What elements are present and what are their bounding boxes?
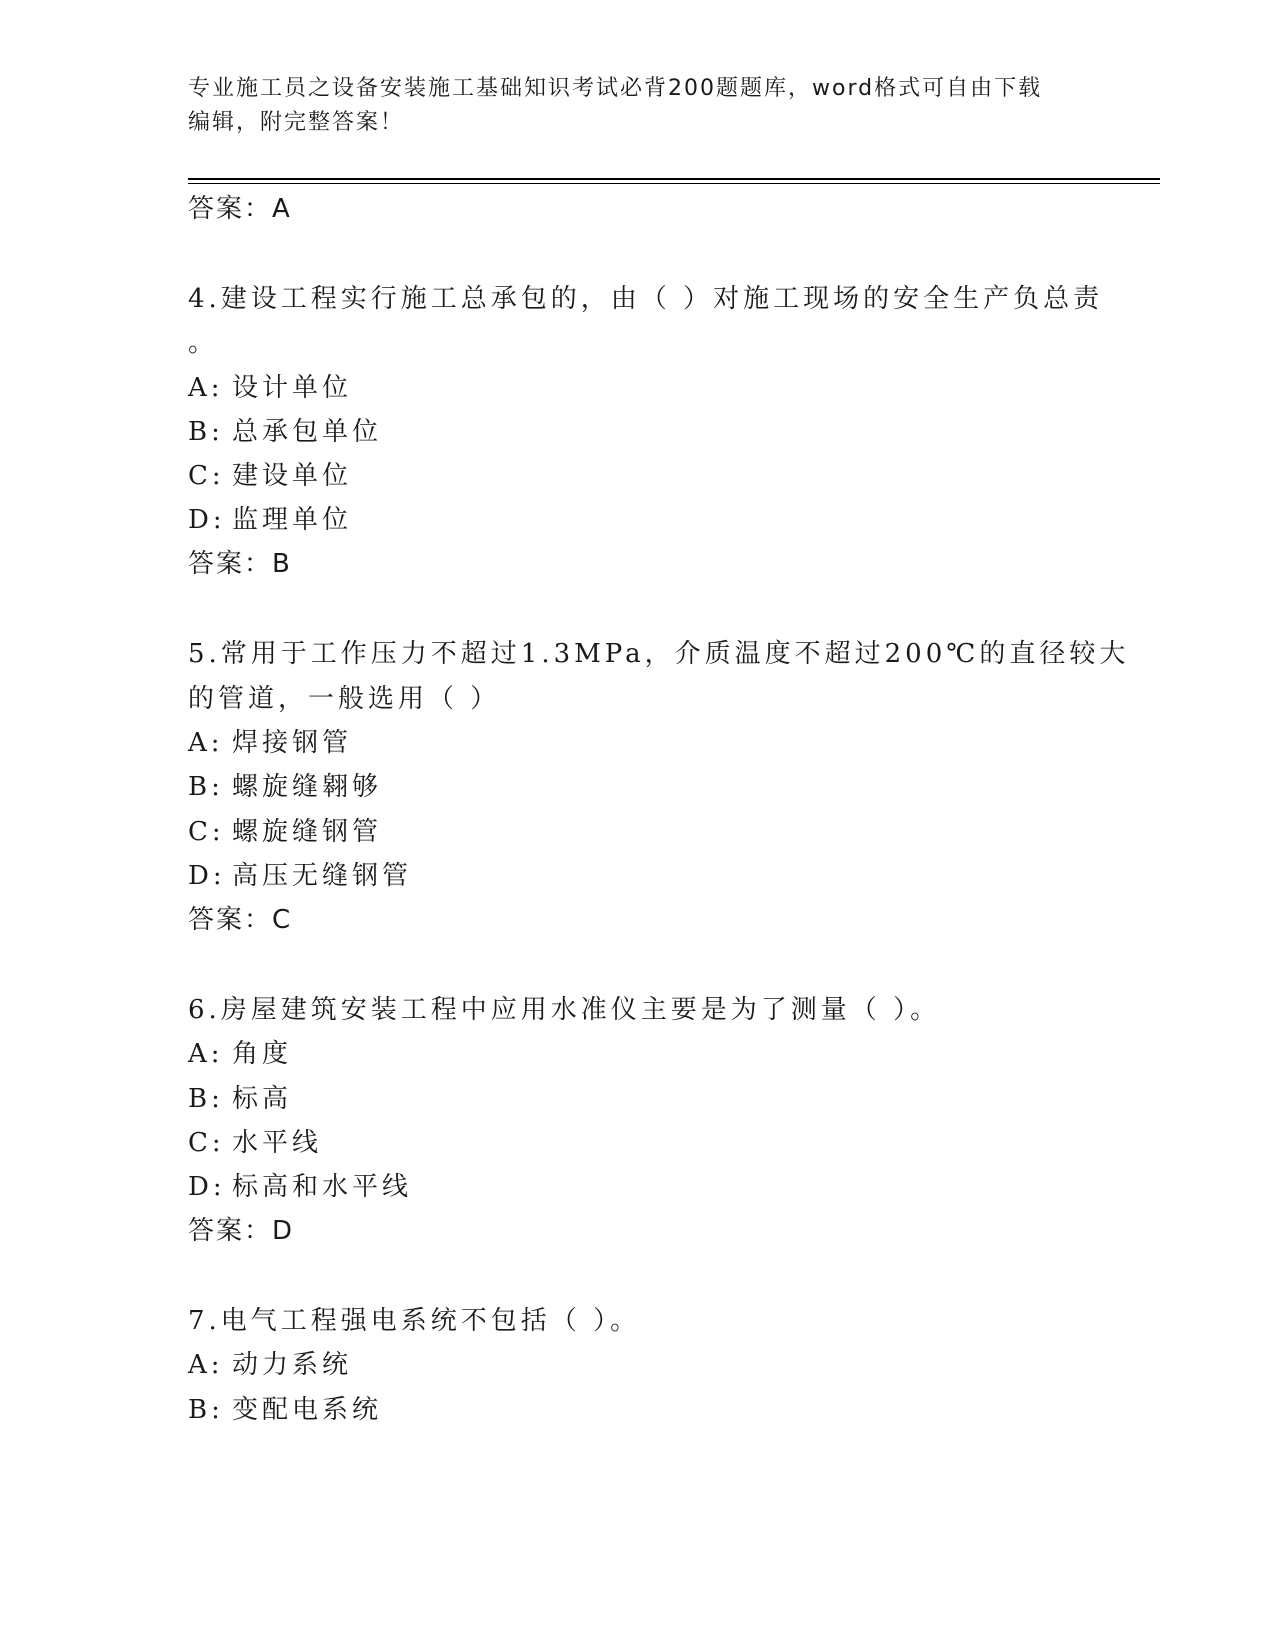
question-4-stem-line-1: 4.建设工程实行施工总承包的，由（ ）对施工现场的安全生产负总责	[188, 284, 1104, 314]
option-text: 建设单位	[232, 461, 353, 491]
option-text: 标高	[232, 1084, 293, 1114]
option-text: 焊接钢管	[232, 728, 353, 758]
option-letter: A:	[188, 373, 224, 403]
option-text: 监理单位	[232, 505, 353, 535]
header-line-1: 专业施工员之设备安装施工基础知识考试必背200题题库，word格式可自由下载	[188, 76, 1043, 101]
question-4-option-a	[188, 373, 352, 403]
question-5-option-c	[188, 817, 382, 847]
answer-q6: 答案：D	[188, 1216, 295, 1246]
question-4-option-d	[188, 505, 352, 535]
option-text: 变配电系统	[232, 1395, 383, 1425]
option-letter: B:	[188, 1084, 224, 1114]
option-letter: A:	[188, 1350, 224, 1380]
answer-q3: 答案：A	[188, 194, 292, 224]
document-header	[188, 72, 1088, 140]
question-6-option-b	[188, 1084, 292, 1114]
option-letter: B:	[188, 772, 224, 802]
option-text: 螺旋缝钢管	[232, 817, 383, 847]
option-text: 角度	[232, 1039, 293, 1069]
question-6-option-d	[188, 1172, 412, 1202]
option-letter: D:	[188, 861, 226, 891]
option-text: 设计单位	[232, 373, 353, 403]
option-letter: C:	[188, 1128, 225, 1158]
question-5-option-a	[188, 728, 352, 758]
option-text: 高压无缝钢管	[232, 861, 413, 891]
answer-q5: 答案：C	[188, 905, 293, 935]
option-text: 标高和水平线	[232, 1172, 413, 1202]
option-letter: C:	[188, 817, 225, 847]
option-letter: D:	[188, 505, 226, 535]
question-7-option-a	[188, 1350, 352, 1380]
option-text: 螺旋缝翱够	[232, 772, 383, 802]
option-letter: A:	[188, 1039, 224, 1069]
question-5-stem-line-1: 5.常用于工作压力不超过1.3MPa，介质温度不超过200℃的直径较大	[188, 639, 1130, 669]
option-text: 动力系统	[232, 1350, 353, 1380]
option-letter: A:	[188, 728, 224, 758]
question-4-option-c	[188, 461, 352, 491]
question-6-option-a	[188, 1039, 292, 1069]
option-text: 水平线	[232, 1128, 323, 1158]
question-6-option-c	[188, 1128, 322, 1158]
question-5-option-b	[188, 772, 382, 802]
option-letter: B:	[188, 417, 224, 447]
answer-q4: 答案：B	[188, 549, 292, 579]
option-letter: B:	[188, 1395, 224, 1425]
option-text: 总承包单位	[232, 417, 383, 447]
option-letter: D:	[188, 1172, 226, 1202]
header-divider-thick	[188, 178, 1160, 180]
question-7-stem-line-1: 7.电气工程强电系统不包括（ ）。	[188, 1306, 641, 1336]
question-4-option-b	[188, 417, 382, 447]
question-6-stem-line-1: 6.房屋建筑安装工程中应用水准仪主要是为了测量（ ）。	[188, 995, 941, 1025]
option-letter: C:	[188, 461, 225, 491]
question-7-option-b	[188, 1395, 382, 1425]
question-5-option-d	[188, 861, 412, 891]
header-divider-thin	[188, 183, 1160, 184]
question-5-stem-line-2: 的管道，一般选用（ ）	[188, 684, 501, 714]
header-line-2: 编辑，附完整答案！	[188, 110, 405, 135]
question-4-stem-line-2: 。	[188, 328, 219, 358]
